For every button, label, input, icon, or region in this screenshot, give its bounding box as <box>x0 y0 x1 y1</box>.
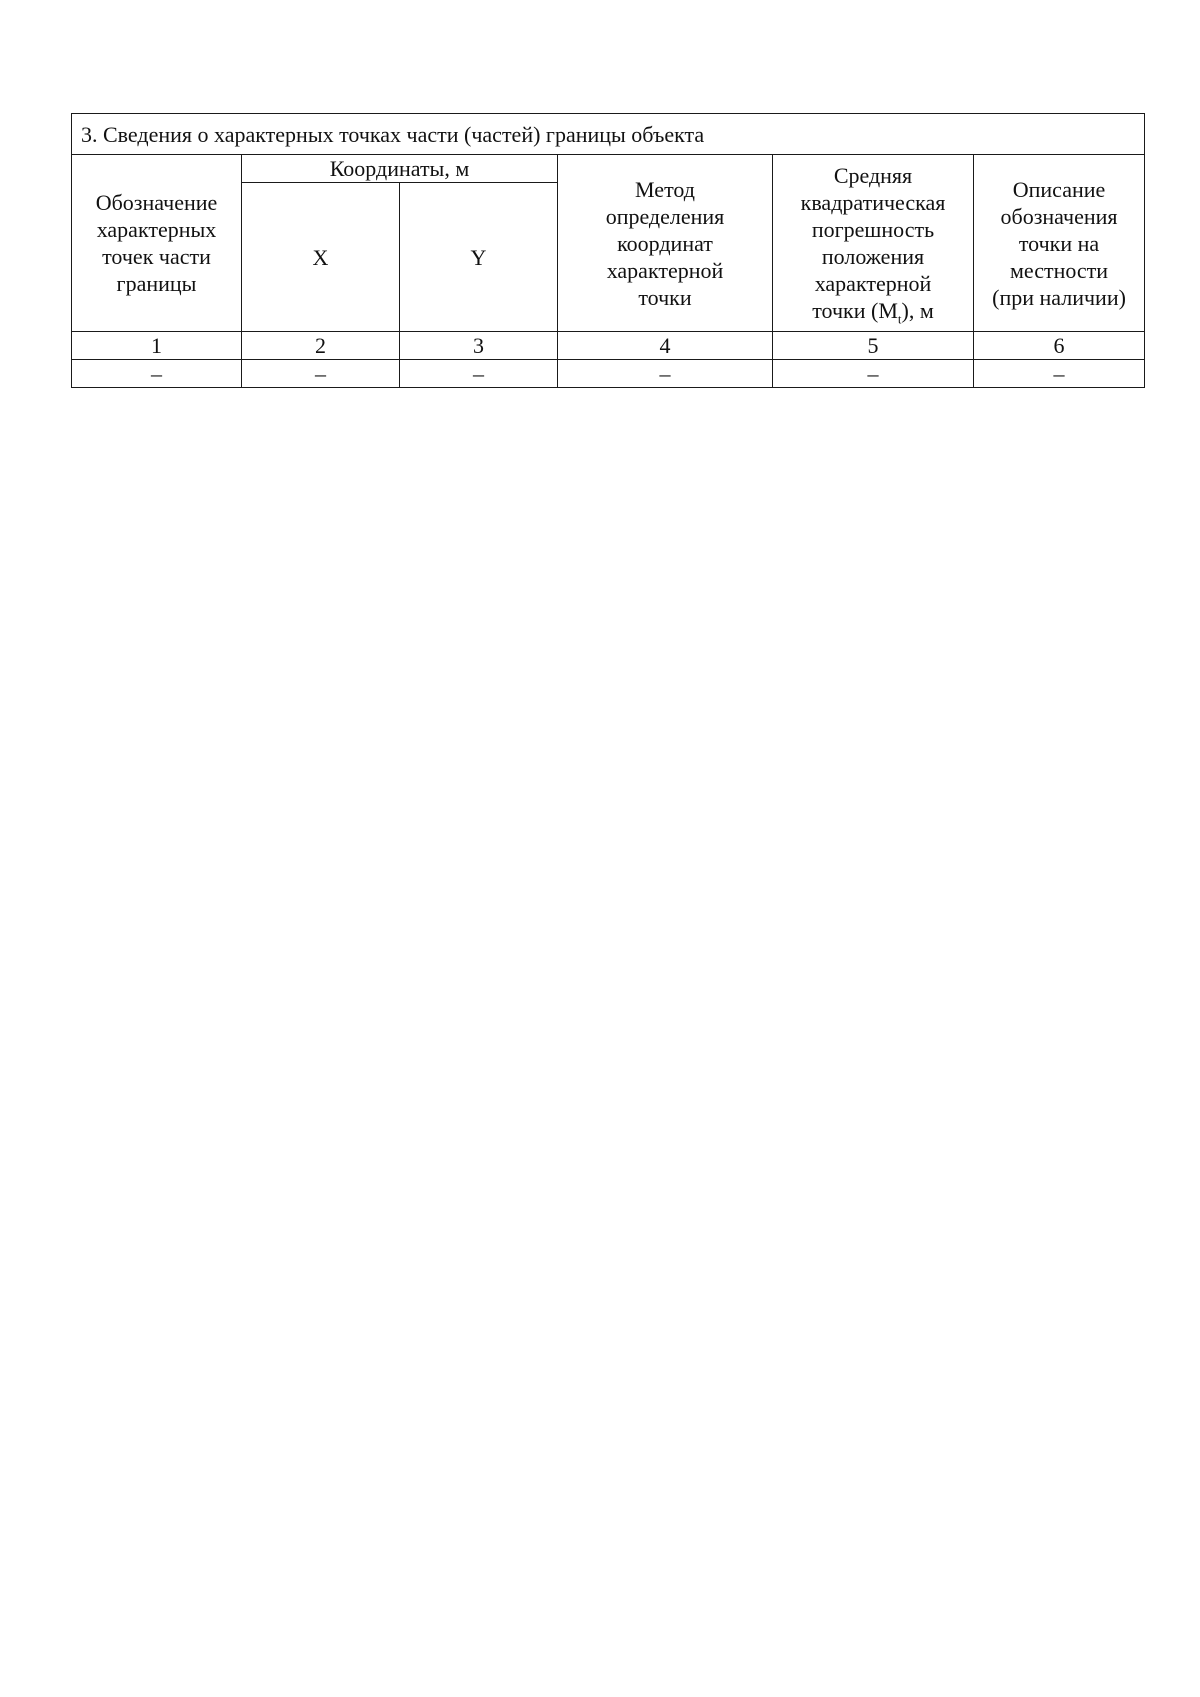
header-mt-prefix: точки (M <box>812 298 898 323</box>
column-number: 1 <box>72 332 242 360</box>
header-point-designation-line: характерных <box>96 217 217 242</box>
column-numbers-row <box>72 332 1145 360</box>
header-point-designation <box>72 155 242 332</box>
header-description-line: обозначения <box>1000 203 1118 229</box>
header-point-designation-line: Обозначение <box>95 190 218 215</box>
section-title-row <box>72 114 1145 155</box>
table-cell: – <box>400 360 558 388</box>
header-row-coordinates <box>72 155 1145 183</box>
header-mean-square-error-line: характерной <box>814 271 932 296</box>
header-point-designation-line: точек части <box>102 244 211 269</box>
header-method-line: определения <box>605 203 725 229</box>
header-mt-suffix: ), м <box>901 298 934 323</box>
column-number: 3 <box>400 332 558 360</box>
column-number: 4 <box>558 332 773 360</box>
header-mean-square-error <box>773 155 974 332</box>
table-cell: – <box>558 360 773 388</box>
table-cell: – <box>72 360 242 388</box>
header-method-line: точки <box>638 284 692 310</box>
header-description-line: местности <box>1009 257 1109 283</box>
header-point-designation-line: границы <box>116 271 197 296</box>
table-cell: – <box>242 360 400 388</box>
header-description <box>974 155 1145 332</box>
header-method-line: координат <box>617 230 713 256</box>
header-y: Y <box>400 183 558 332</box>
header-coordinates: Координаты, м <box>242 155 558 183</box>
header-x: X <box>242 183 400 332</box>
table-row <box>72 360 1145 388</box>
header-mean-square-error-line: Средняя <box>833 163 913 188</box>
column-number: 5 <box>773 332 974 360</box>
header-mean-square-error-line: квадратическая <box>800 190 946 215</box>
column-number: 2 <box>242 332 400 360</box>
header-description-line: точки на <box>1018 230 1100 256</box>
header-mean-square-error-line: положения <box>821 244 925 269</box>
header-method <box>558 155 773 332</box>
table-cell: – <box>773 360 974 388</box>
table-cell: – <box>974 360 1145 388</box>
header-description-line: (при наличии) <box>992 284 1126 310</box>
header-mt-subscript: t <box>897 311 902 327</box>
column-number: 6 <box>974 332 1145 360</box>
section-title: 3. Сведения о характерных точках части (частей) границы объекта <box>72 114 1145 155</box>
boundary-points-table <box>71 113 1145 388</box>
header-method-line: характерной <box>606 257 724 283</box>
header-method-line: Метод <box>635 176 695 202</box>
header-description-line: Описание <box>1012 176 1106 202</box>
header-mean-square-error-line: погрешность <box>811 217 935 242</box>
header-mean-square-error-line <box>777 297 969 327</box>
